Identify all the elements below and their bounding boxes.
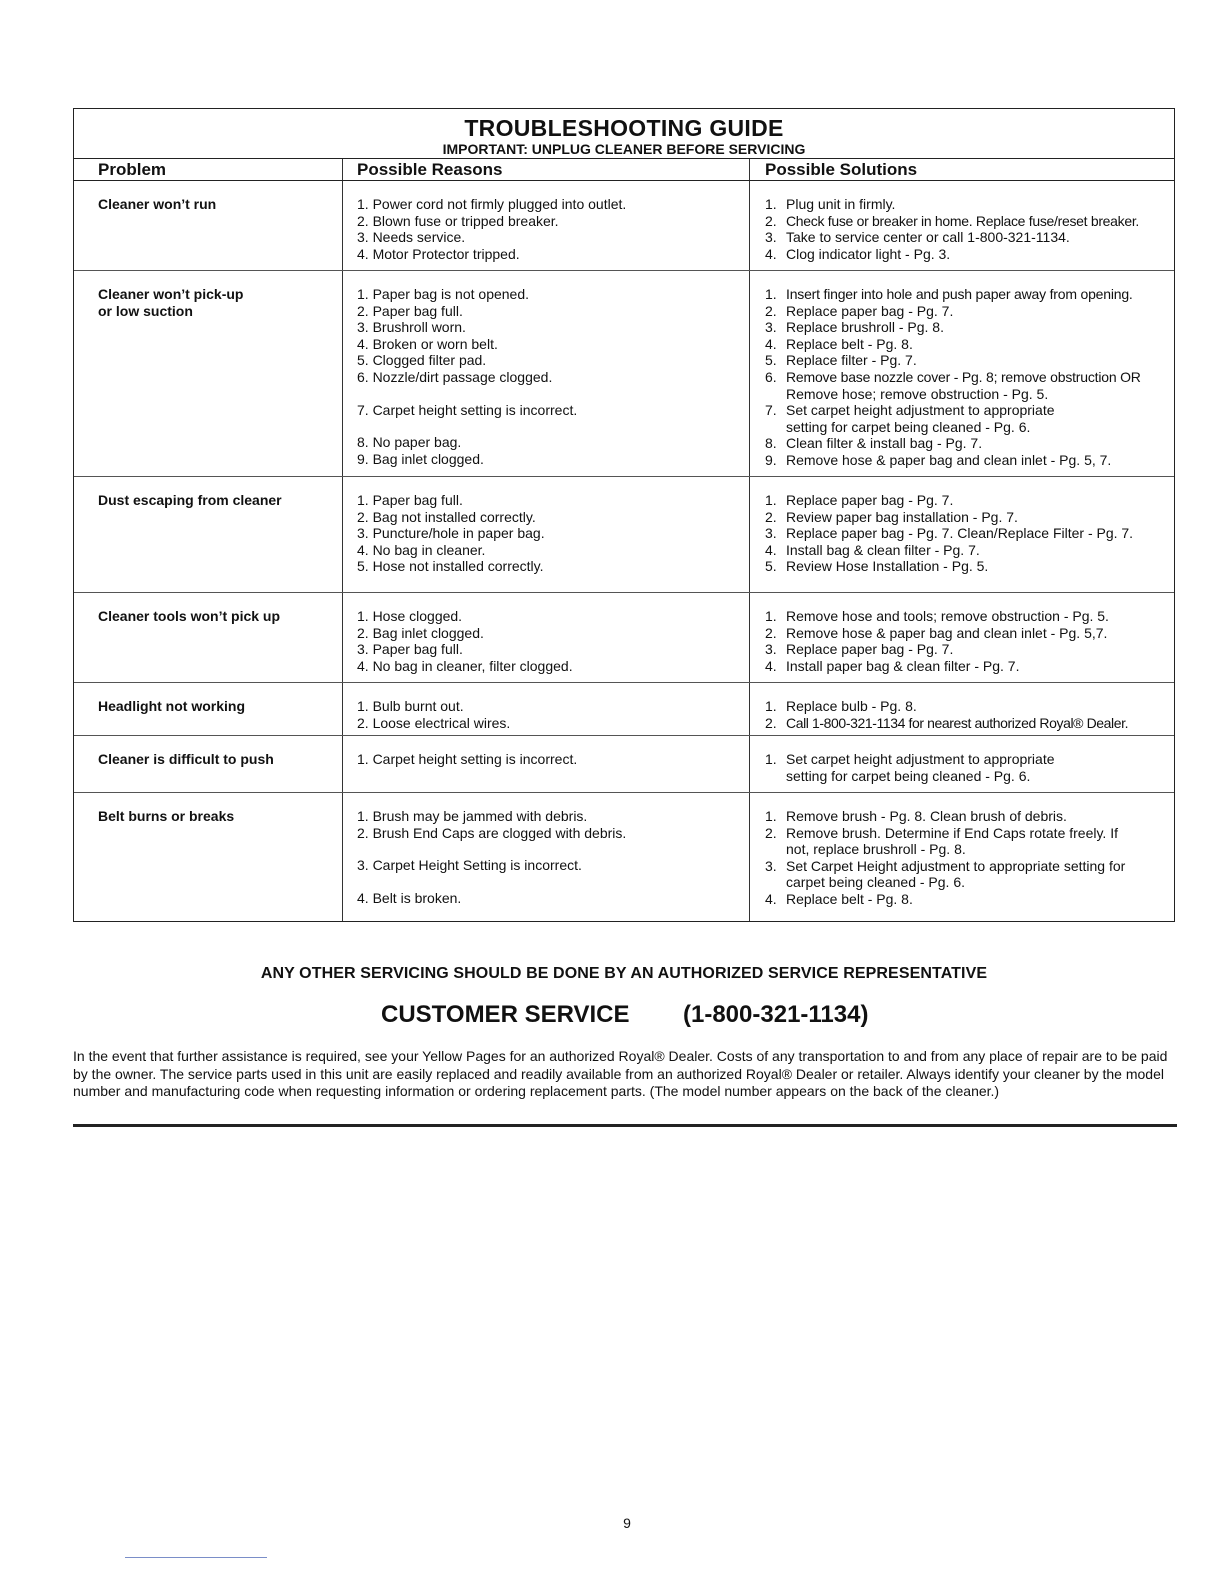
solution-text: Replace paper bag - Pg. 7. Clean/Replace Filter - Pg. 7. xyxy=(786,525,1134,542)
table-header-row xyxy=(74,159,1174,181)
solution-text-block xyxy=(786,825,1118,858)
solution-text: Replace paper bag - Pg. 7. xyxy=(786,492,954,508)
solution-item xyxy=(765,542,1170,559)
reason-item: 2. Brush End Caps are clogged with debris. xyxy=(357,824,627,841)
table-row xyxy=(74,181,1174,270)
solution-text: Review Hose Installation - Pg. 5. xyxy=(786,558,989,575)
reason-item: 1. Power cord not firmly plugged into outlet. xyxy=(357,196,627,212)
table-row xyxy=(74,735,1174,792)
reason-item: 3. Needs service. xyxy=(357,229,466,246)
solution-item xyxy=(765,808,1170,825)
reason-item: 1. Paper bag is not opened. xyxy=(357,286,530,302)
solutions-cell xyxy=(749,271,1174,476)
solution-text: Call 1-800-321-1134 for nearest authorized Royal® Dealer. xyxy=(786,714,1129,731)
table-row xyxy=(74,270,1174,476)
reason-item: 4. Motor Protector tripped. xyxy=(357,245,520,262)
solution-number: 1. xyxy=(765,751,777,767)
solution-text: Remove hose & paper bag and clean inlet - Pg. 5, 7. xyxy=(786,451,1112,468)
solution-item xyxy=(765,658,1170,675)
solution-item xyxy=(765,369,1170,402)
solution-item xyxy=(765,509,1170,526)
table-row xyxy=(74,792,1174,921)
problem-label: Cleaner won’t run xyxy=(98,196,217,212)
reasons-cell xyxy=(342,593,749,682)
customer-service-phone: (1-800-321-1134) xyxy=(683,1001,869,1028)
solution-item xyxy=(765,825,1170,858)
reason-item: 6. Nozzle/dirt passage clogged. xyxy=(357,368,553,385)
reasons-cell xyxy=(342,477,749,592)
reasons-cell xyxy=(342,793,749,921)
solution-item xyxy=(765,715,1170,732)
reason-item: 2. Bag not installed correctly. xyxy=(357,508,536,525)
problem-label: Belt burns or breaks xyxy=(98,808,235,824)
solution-text: Replace paper bag - Pg. 7. xyxy=(786,302,954,319)
solution-item xyxy=(765,303,1170,320)
solution-number: 2. xyxy=(765,714,777,731)
solutions-cell xyxy=(749,683,1174,735)
reason-item: 8. No paper bag. xyxy=(357,434,462,451)
solution-text: Review paper bag installation - Pg. 7. xyxy=(786,508,1018,525)
reasons-cell xyxy=(342,271,749,476)
solution-text: Replace filter - Pg. 7. xyxy=(786,352,917,369)
solution-number: 6. xyxy=(765,368,777,385)
solution-number: 2. xyxy=(765,824,777,841)
solution-number: 3. xyxy=(765,229,777,246)
solution-number: 4. xyxy=(765,541,777,558)
table-row xyxy=(74,476,1174,592)
reason-item: 7. Carpet height setting is incorrect. xyxy=(357,401,578,418)
reason-item: 4. No bag in cleaner. xyxy=(357,541,486,558)
solution-text: Install paper bag & clean filter - Pg. 7. xyxy=(786,657,1020,674)
problem-label: Cleaner won’t pick-up xyxy=(98,286,244,302)
solution-number: 2. xyxy=(765,508,777,525)
solution-item xyxy=(765,751,1170,784)
solution-text: Remove hose and tools; remove obstruction - Pg. 5. xyxy=(786,608,1109,624)
solution-text: Remove hose & paper bag and clean inlet - Pg. 5,7. xyxy=(786,624,1108,641)
reason-item: 4. No bag in cleaner, filter clogged. xyxy=(357,657,573,674)
reason-item: 1. Bulb burnt out. xyxy=(357,698,464,714)
solution-item xyxy=(765,319,1170,336)
problem-cell xyxy=(74,593,342,682)
solution-text: Remove brush. Determine if End Caps rotate freely. If xyxy=(786,824,1118,841)
table-row xyxy=(74,592,1174,682)
solution-number: 5. xyxy=(765,558,777,575)
assistance-paragraph: In the event that further assistance is required, see your Yellow Pages for an authorized Royal® Dealer. Costs of any transportation to and from any place of repair are to be paid by the owner. The service parts used in this unit are easily replaced and readily available from an authorized Royal® Dealer or retailer. Always identify your cleaner by the model number and manufacturing code when requesting information or ordering replacement parts. (The model number appears on the back of the cleaner.) xyxy=(73,1048,1168,1100)
solution-text-block xyxy=(786,369,1141,402)
solution-text: Replace bulb - Pg. 8. xyxy=(786,698,917,714)
solution-item xyxy=(765,286,1170,303)
column-header-reasons: Possible Reasons xyxy=(342,159,749,180)
troubleshooting-table xyxy=(73,108,1175,922)
solutions-cell xyxy=(749,736,1174,792)
customer-service-label: CUSTOMER SERVICE xyxy=(381,1001,630,1028)
solution-item xyxy=(765,452,1170,469)
reason-item: 5. Clogged filter pad. xyxy=(357,352,487,369)
solution-item xyxy=(765,858,1170,891)
solution-number: 7. xyxy=(765,402,777,419)
problem-label: Dust escaping from cleaner xyxy=(98,492,282,508)
solution-text: Set Carpet Height adjustment to appropriate setting for xyxy=(786,857,1126,874)
solution-number: 8. xyxy=(765,435,777,452)
column-header-problem: Problem xyxy=(98,160,167,179)
problem-cell xyxy=(74,793,342,921)
solution-text: not, replace brushroll - Pg. 8. xyxy=(786,841,966,858)
problem-label: Cleaner is difficult to push xyxy=(98,751,274,767)
solution-item xyxy=(765,246,1170,263)
solution-number: 4. xyxy=(765,657,777,674)
solution-text: Set carpet height adjustment to appropriate xyxy=(786,751,1055,767)
solution-item xyxy=(765,608,1170,625)
solution-number: 2. xyxy=(765,302,777,319)
solution-number: 4. xyxy=(765,245,777,262)
solution-number: 1. xyxy=(765,286,777,302)
solution-text: Check fuse or breaker in home. Replace fuse/reset breaker. xyxy=(786,212,1140,229)
solution-item xyxy=(765,213,1170,230)
problem-label: Headlight not working xyxy=(98,698,245,714)
problem-cell xyxy=(74,271,342,476)
solution-text: Clog indicator light - Pg. 3. xyxy=(786,245,951,262)
reason-item: 2. Blown fuse or tripped breaker. xyxy=(357,212,559,229)
reason-item: 1. Carpet height setting is incorrect. xyxy=(357,751,578,767)
solution-text: Replace belt - Pg. 8. xyxy=(786,890,913,907)
solution-text: Clean filter & install bag - Pg. 7. xyxy=(786,435,983,452)
reason-item: 9. Bag inlet clogged. xyxy=(357,450,484,467)
table-subtitle: IMPORTANT: UNPLUG CLEANER BEFORE SERVICING xyxy=(442,141,806,157)
solution-text: Remove brush - Pg. 8. Clean brush of debris. xyxy=(786,808,1067,824)
reason-item: 1. Paper bag full. xyxy=(357,492,463,508)
solution-item xyxy=(765,558,1170,575)
column-header-solutions: Possible Solutions xyxy=(749,159,1174,180)
reason-item: 1. Hose clogged. xyxy=(357,608,463,624)
solution-text-block xyxy=(786,858,1125,891)
solution-text: setting for carpet being cleaned - Pg. 6. xyxy=(786,767,1031,784)
solution-item xyxy=(765,698,1170,715)
solution-item xyxy=(765,352,1170,369)
reason-item: 2. Bag inlet clogged. xyxy=(357,624,484,641)
solution-text: Replace brushroll - Pg. 8. xyxy=(786,319,944,336)
solution-text: Replace belt - Pg. 8. xyxy=(786,335,913,352)
solutions-cell xyxy=(749,793,1174,921)
problem-cell xyxy=(74,181,342,270)
divider xyxy=(73,1124,1177,1127)
solution-number: 3. xyxy=(765,525,777,542)
reasons-cell xyxy=(342,683,749,735)
reason-item: 2. Paper bag full. xyxy=(357,302,463,319)
solution-number: 4. xyxy=(765,335,777,352)
solution-number: 5. xyxy=(765,352,777,369)
solution-text-block xyxy=(786,402,1055,435)
reason-item: 1. Brush may be jammed with debris. xyxy=(357,808,588,824)
solution-number: 1. xyxy=(765,608,777,624)
solution-text: carpet being cleaned - Pg. 6. xyxy=(786,874,966,891)
solution-item xyxy=(765,435,1170,452)
solutions-cell xyxy=(749,477,1174,592)
solution-item xyxy=(765,641,1170,658)
solutions-cell xyxy=(749,593,1174,682)
reason-item: 3. Puncture/hole in paper bag. xyxy=(357,525,545,542)
solution-number: 1. xyxy=(765,808,777,824)
solution-text: Install bag & clean filter - Pg. 7. xyxy=(786,541,980,558)
table-row xyxy=(74,682,1174,735)
reasons-cell xyxy=(342,181,749,270)
solution-item xyxy=(765,525,1170,542)
solution-text: Remove hose; remove obstruction - Pg. 5. xyxy=(786,385,1049,402)
footer-divider xyxy=(125,1557,267,1558)
service-notice: ANY OTHER SERVICING SHOULD BE DONE BY AN AUTHORIZED SERVICE REPRESENTATIVE xyxy=(260,965,988,982)
page-title: TROUBLESHOOTING GUIDE xyxy=(464,115,784,141)
solutions-cell xyxy=(749,181,1174,270)
problem-cell xyxy=(74,683,342,735)
reason-item: 3. Paper bag full. xyxy=(357,641,463,658)
solution-number: 3. xyxy=(765,641,777,658)
page-number: 9 xyxy=(623,1515,631,1531)
solution-item xyxy=(765,336,1170,353)
solution-item xyxy=(765,402,1170,435)
reason-item: 5. Hose not installed correctly. xyxy=(357,558,544,575)
problem-label: Cleaner tools won’t pick up xyxy=(98,608,281,624)
solution-number: 1. xyxy=(765,196,777,212)
solution-text: Set carpet height adjustment to appropriate xyxy=(786,402,1055,419)
table-title-block xyxy=(74,109,1174,159)
solution-text-block xyxy=(786,751,1055,784)
solution-number: 2. xyxy=(765,212,777,229)
solution-number: 3. xyxy=(765,319,777,336)
solution-number: 9. xyxy=(765,451,777,468)
solution-item xyxy=(765,196,1170,213)
solution-text: Replace paper bag - Pg. 7. xyxy=(786,641,954,658)
solution-number: 1. xyxy=(765,492,777,508)
solution-text: Take to service center or call 1-800-321-1134. xyxy=(786,229,1070,246)
solution-number: 3. xyxy=(765,857,777,874)
solution-text: Plug unit in firmly. xyxy=(786,196,896,212)
problem-cell xyxy=(74,736,342,792)
reason-item: 2. Loose electrical wires. xyxy=(357,714,511,731)
reason-item: 3. Carpet Height Setting is incorrect. xyxy=(357,857,582,874)
reason-item: 4. Broken or worn belt. xyxy=(357,335,498,352)
solution-item xyxy=(765,229,1170,246)
solution-text: Insert finger into hole and push paper away from opening. xyxy=(786,286,1133,302)
solution-item xyxy=(765,625,1170,642)
solution-number: 1. xyxy=(765,698,777,714)
reason-item: 4. Belt is broken. xyxy=(357,889,462,906)
reason-item: 3. Brushroll worn. xyxy=(357,319,466,336)
reasons-cell xyxy=(342,736,749,792)
solution-number: 2. xyxy=(765,624,777,641)
solution-text: Remove base nozzle cover - Pg. 8; remove obstruction OR xyxy=(786,368,1141,385)
solution-text: setting for carpet being cleaned - Pg. 6. xyxy=(786,418,1031,435)
solution-item xyxy=(765,492,1170,509)
problem-cell xyxy=(74,477,342,592)
solution-number: 4. xyxy=(765,890,777,907)
solution-item xyxy=(765,891,1170,908)
problem-label-line2: or low suction xyxy=(98,303,193,319)
